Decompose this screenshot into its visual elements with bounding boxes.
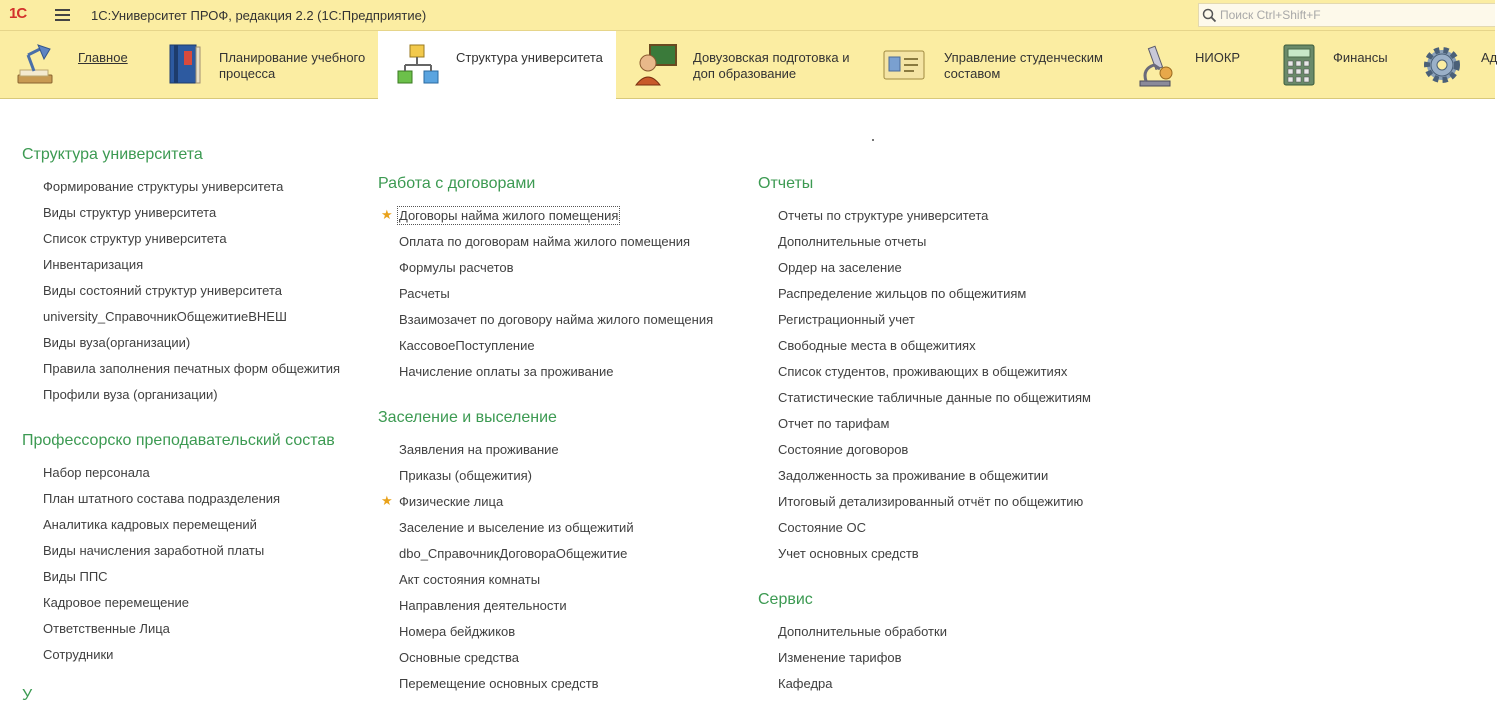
sections-panel bbox=[0, 31, 1495, 99]
search-box[interactable] bbox=[1198, 3, 1495, 27]
list-item[interactable]: План штатного состава подразделения bbox=[43, 491, 281, 506]
list-item[interactable]: Оплата по договорам найма жилого помещения bbox=[399, 234, 691, 249]
list-item[interactable]: Виды вуза(организации) bbox=[43, 335, 191, 350]
list-item[interactable]: Перемещение основных средств bbox=[399, 676, 599, 691]
main-menu-icon[interactable] bbox=[55, 9, 70, 22]
list-item[interactable]: Направления деятельности bbox=[399, 598, 567, 613]
section-planning[interactable] bbox=[150, 31, 378, 99]
list-item[interactable]: КассовоеПоступление bbox=[399, 338, 535, 353]
list-item[interactable]: Учет основных средств bbox=[778, 546, 919, 561]
book-icon bbox=[162, 41, 210, 89]
gear-icon bbox=[1420, 41, 1468, 89]
list-item[interactable]: Список студентов, проживающих в общежитиях bbox=[778, 364, 1068, 379]
app-title: 1С:Университет ПРОФ, редакция 2.2 (1С:Предприятие) bbox=[91, 8, 427, 23]
section-preuniversity-label-line1: Довузовская подготовка и bbox=[693, 50, 850, 65]
search-icon bbox=[1202, 8, 1217, 23]
structure-icon bbox=[394, 41, 442, 89]
list-item[interactable]: Виды состояний структур университета bbox=[43, 283, 282, 298]
list-item[interactable]: Задолженность за проживание в общежитии bbox=[778, 468, 1049, 483]
section-research[interactable] bbox=[1116, 31, 1264, 99]
section-finance[interactable] bbox=[1264, 31, 1410, 99]
section-main[interactable] bbox=[0, 31, 150, 99]
section-preuniversity-label-line2: доп образование bbox=[693, 66, 797, 81]
list-item[interactable]: Формирование структуры университета bbox=[43, 179, 284, 194]
section-admin[interactable] bbox=[1410, 31, 1495, 99]
list-item[interactable]: Отчеты по структуре университета bbox=[778, 208, 989, 223]
list-item[interactable]: Изменение тарифов bbox=[778, 650, 902, 665]
list-item[interactable]: Акт состояния комнаты bbox=[399, 572, 541, 587]
list-item[interactable]: Номера бейджиков bbox=[399, 624, 516, 639]
list-item[interactable]: Отчет по тарифам bbox=[778, 416, 890, 431]
section-admin-label: Ад bbox=[1481, 50, 1497, 65]
list-item[interactable]: Приказы (общежития) bbox=[399, 468, 532, 483]
list-item[interactable]: Физические лица bbox=[399, 494, 504, 509]
search-input[interactable] bbox=[1220, 6, 1490, 24]
list-item[interactable]: Состояние ОС bbox=[778, 520, 866, 535]
list-item-focused[interactable]: Договоры найма жилого помещения bbox=[399, 208, 619, 223]
list-item[interactable]: Расчеты bbox=[399, 286, 450, 301]
list-item[interactable]: Ответственные Лица bbox=[43, 621, 170, 636]
group-title-contracts: Работа с договорами bbox=[378, 175, 536, 192]
list-item[interactable]: Свободные места в общежитиях bbox=[778, 338, 976, 353]
calculator-icon bbox=[1276, 41, 1324, 89]
list-item[interactable]: Взаимозачет по договору найма жилого помещения bbox=[399, 312, 714, 327]
section-structure[interactable] bbox=[378, 31, 616, 99]
stray-dot bbox=[872, 139, 874, 141]
id-card-icon bbox=[880, 41, 928, 89]
group-title-staff: Профессорско преподавательский состав bbox=[22, 432, 335, 449]
section-planning-label-line1: Планирование учебного bbox=[219, 50, 366, 65]
list-item[interactable]: Аналитика кадровых перемещений bbox=[43, 517, 257, 532]
list-item[interactable]: Дополнительные обработки bbox=[778, 624, 947, 639]
section-research-label: НИОКР bbox=[1195, 50, 1241, 65]
list-item[interactable]: Начисление оплаты за проживание bbox=[399, 364, 614, 379]
list-item[interactable]: Сотрудники bbox=[43, 647, 114, 662]
list-item[interactable]: Виды структур университета bbox=[43, 205, 217, 220]
group-title-service: Сервис bbox=[758, 591, 813, 608]
list-item[interactable]: Правила заполнения печатных форм общежития bbox=[43, 361, 341, 376]
title-bar bbox=[0, 0, 1495, 31]
list-item[interactable]: Дополнительные отчеты bbox=[778, 234, 927, 249]
list-item[interactable]: Кадровое перемещение bbox=[43, 595, 190, 610]
list-item[interactable]: Ордер на заселение bbox=[778, 260, 902, 275]
section-students[interactable] bbox=[866, 31, 1116, 99]
section-planning-label-line2: процесса bbox=[219, 66, 276, 81]
list-item[interactable]: Итоговый детализированный отчёт по общежитию bbox=[778, 494, 1084, 509]
list-item[interactable]: Заселение и выселение из общежитий bbox=[399, 520, 634, 535]
list-item[interactable]: Список структур университета bbox=[43, 231, 227, 246]
favorite-star-icon[interactable]: ★ bbox=[381, 493, 393, 508]
list-item[interactable]: dbo_СправочникДоговораОбщежитие bbox=[399, 546, 628, 561]
list-item[interactable]: university_СправочникОбщежитиеВНЕШ bbox=[43, 309, 287, 324]
list-item[interactable]: Заявления на проживание bbox=[399, 442, 559, 457]
list-item[interactable]: Виды ППС bbox=[43, 569, 108, 584]
list-item[interactable]: Формулы расчетов bbox=[399, 260, 514, 275]
list-item[interactable]: Инвентаризация bbox=[43, 257, 144, 272]
section-main-label: Главное bbox=[78, 50, 128, 65]
desk-lamp-icon bbox=[14, 41, 62, 89]
list-item[interactable]: Регистрационный учет bbox=[778, 312, 915, 327]
list-item[interactable]: Кафедра bbox=[778, 676, 833, 691]
section-preuniversity[interactable] bbox=[616, 31, 866, 99]
group-title-structure: Структура университета bbox=[22, 146, 203, 163]
list-item[interactable]: Виды начисления заработной платы bbox=[43, 543, 265, 558]
list-item[interactable]: Статистические табличные данные по общежитиям bbox=[778, 390, 1091, 405]
teacher-icon bbox=[632, 41, 680, 89]
1c-logo[interactable]: 1С bbox=[9, 5, 27, 22]
group-title-cut: У bbox=[22, 687, 33, 704]
group-title-reports: Отчеты bbox=[758, 175, 814, 192]
section-students-label-line1: Управление студенческим bbox=[944, 50, 1103, 65]
list-item[interactable]: Распределение жильцов по общежитиям bbox=[778, 286, 1027, 301]
list-item[interactable]: Профили вуза (организации) bbox=[43, 387, 218, 402]
section-content bbox=[0, 99, 1495, 704]
favorite-star-icon[interactable]: ★ bbox=[381, 207, 393, 222]
group-title-settlement: Заселение и выселение bbox=[378, 409, 557, 426]
list-item[interactable]: Основные средства bbox=[399, 650, 519, 665]
section-structure-label: Структура университета bbox=[456, 50, 603, 65]
list-item[interactable]: Состояние договоров bbox=[778, 442, 909, 457]
microscope-icon bbox=[1132, 41, 1180, 89]
list-item[interactable]: Набор персонала bbox=[43, 465, 150, 480]
section-finance-label: Финансы bbox=[1333, 50, 1388, 65]
section-students-label-line2: составом bbox=[944, 66, 1001, 81]
